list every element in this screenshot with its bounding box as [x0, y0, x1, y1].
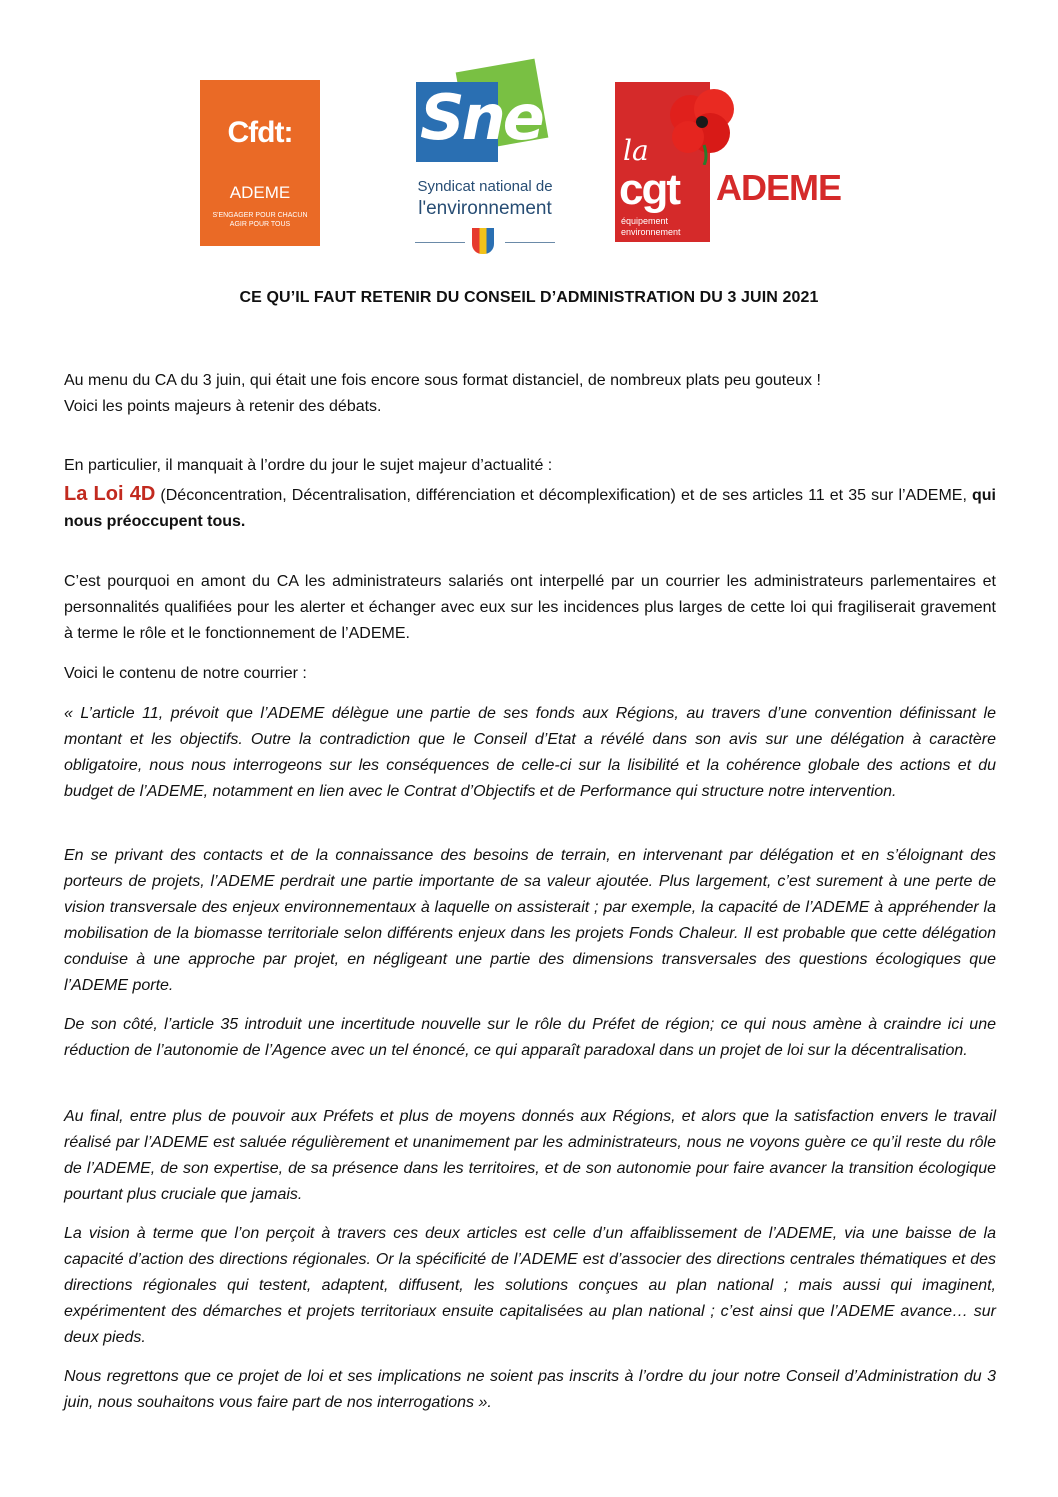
- loi-description: (Déconcentration, Décentralisation, différenciation et décomplexification) et de ses articles 11 et 35 sur l’ADEME,: [155, 487, 972, 504]
- intro-paragraph: [64, 368, 996, 420]
- sne-logo-line1: Syndicat national de: [417, 178, 553, 195]
- quote-paragraph-2: En se privant des contacts et de la connaissance des besoins de terrain, en intervenant par délégation et en s’éloignant des porteurs de projets, l’ADEME perdrait une partie importante de sa valeur ajoutée. Plus largement, c’est surement à une perte de vision transversale des enjeux environnementaux à laquelle on assisterait ; par exemple, la capacité de l’ADEME à appréhender la mobilisation de la biomasse territoriale selon différents enjeux dans les projets Fonds Chaleur. Il est probable que cette délégation conduise à une approche par projet, en négligeant une partie des dimensions transversales des questions écologiques que l’ADEME porte.: [64, 847, 996, 994]
- loi-section: [64, 453, 996, 535]
- cfdt-tagline-2: AGIR POUR TOUS: [229, 221, 291, 228]
- loi-emphasis: qui nous préoccupent tous.: [64, 487, 996, 530]
- cgt-logo-ademe: ADEME: [716, 167, 842, 208]
- loi-name: La Loi 4D: [64, 483, 156, 505]
- amont-paragraph: C’est pourquoi en amont du CA les administrateurs salariés ont interpellé par un courrier les administrateurs parlementaires et personnalités qualifiées pour les alerter et échanger avec eux sur les incidences plus larges de cette loi qui fragiliserait gravement à terme le rôle et le fonctionnement de l’ADEME.: [64, 573, 996, 642]
- sne-logo-rule-right: [505, 242, 555, 243]
- cfdt-logo-name: ADEME: [229, 183, 291, 202]
- quote-paragraph-1: « L’article 11, prévoit que l’ADEME délègue une partie de ses fonds aux Régions, au travers d’une convention définissant le montant et les objectifs. Outre la contradiction que le Conseil d’Etat a révélé dans son avis sur une délégation à caractère obligatoire, nous nous interrogeons sur les conséquences de celle-ci sur la lisibilité et la cohérence globale des actions et du budget de l’ADEME, notamment en lien avec le Contrat d’Objectifs et de Performance qui structure notre intervention.: [64, 705, 996, 800]
- cgt-logo-sub1: équipement: [621, 216, 669, 226]
- sne-logo-rule-left: [415, 242, 465, 243]
- loi-paragraph: [64, 481, 996, 535]
- cfdt-logo-mark: Cfdt:: [227, 116, 293, 149]
- cfdt-ademe-logo: [200, 80, 320, 246]
- logo-banner: [0, 0, 1058, 280]
- cfdt-tagline-1: S'ENGAGER POUR CHACUN: [212, 212, 308, 219]
- intro-line-2: Voici les points majeurs à retenir des débats.: [64, 398, 382, 415]
- quote-paragraph-3: De son côté, l’article 35 introduit une incertitude nouvelle sur le rôle du Préfet de région; ce qui nous amène à craindre ici une réduction de l’autonomie de l’Agence avec un tel énoncé, ce qui apparaît paradoxal dans un projet de loi sur la décentralisation.: [64, 1016, 996, 1059]
- document-title: CE QU’IL FAUT RETENIR DU CONSEIL D’ADMINISTRATION DU 3 JUIN 2021: [239, 289, 819, 306]
- cfdt-logo-tagline: [208, 211, 312, 229]
- poppy-flower-icon: [664, 85, 744, 165]
- cgt-logo-sub2: environnement: [621, 227, 681, 237]
- intro-line-1: Au menu du CA du 3 juin, qui était une fois encore sous format distanciel, de nombreux plats peu gouteux !: [64, 372, 821, 389]
- sne-logo-word: Sne: [420, 81, 542, 154]
- cgt-logo-word: cgt: [619, 165, 679, 214]
- loi-intro: En particulier, il manquait à l’ordre du jour le sujet majeur d’actualité :: [64, 457, 553, 474]
- sne-logo: [410, 62, 560, 262]
- quote-paragraph-4: Au final, entre plus de pouvoir aux Préfets et plus de moyens donnés aux Régions, et alors que la satisfaction envers le travail réalisé par l’ADEME est saluée régulièrement et unanimement par les administrateurs, nous ne voyons guère ce qu’il reste du rôle de l’ADEME, de son expertise, de sa présence dans les territoires, et de son autonomie pour faire avancer la transition écologique pourtant plus cruciale que jamais.: [64, 1108, 996, 1203]
- sne-logo-line2: l'environnement: [418, 198, 552, 219]
- quote-paragraph-6: Nous regrettons que ce projet de loi et ses implications ne soient pas inscrits à l’ordre du jour notre Conseil d’Administration du 3 juin, nous souhaitons vous faire part de nos interrogations ».: [64, 1368, 996, 1411]
- unsa-u-icon: [472, 228, 494, 254]
- cgt-logo-la: la: [623, 134, 649, 167]
- courrier-intro: Voici le contenu de notre courrier :: [64, 665, 307, 682]
- quote-paragraph-5: La vision à terme que l’on perçoit à travers ces deux articles est celle d’un affaiblissement de l’ADEME, via une baisse de la capacité d’action des directions régionales. Or la spécificité de l’ADEME est d’associer des directions centrales thématiques et des directions régionales qui testent, adaptent, diffusent, les solutions conçues au plan national ; mais aussi qui imaginent, expérimentent des démarches et projets territoriaux ensuite capitalisées au plan national ; c’est ainsi que l’ADEME avance… sur deux pieds.: [64, 1225, 996, 1346]
